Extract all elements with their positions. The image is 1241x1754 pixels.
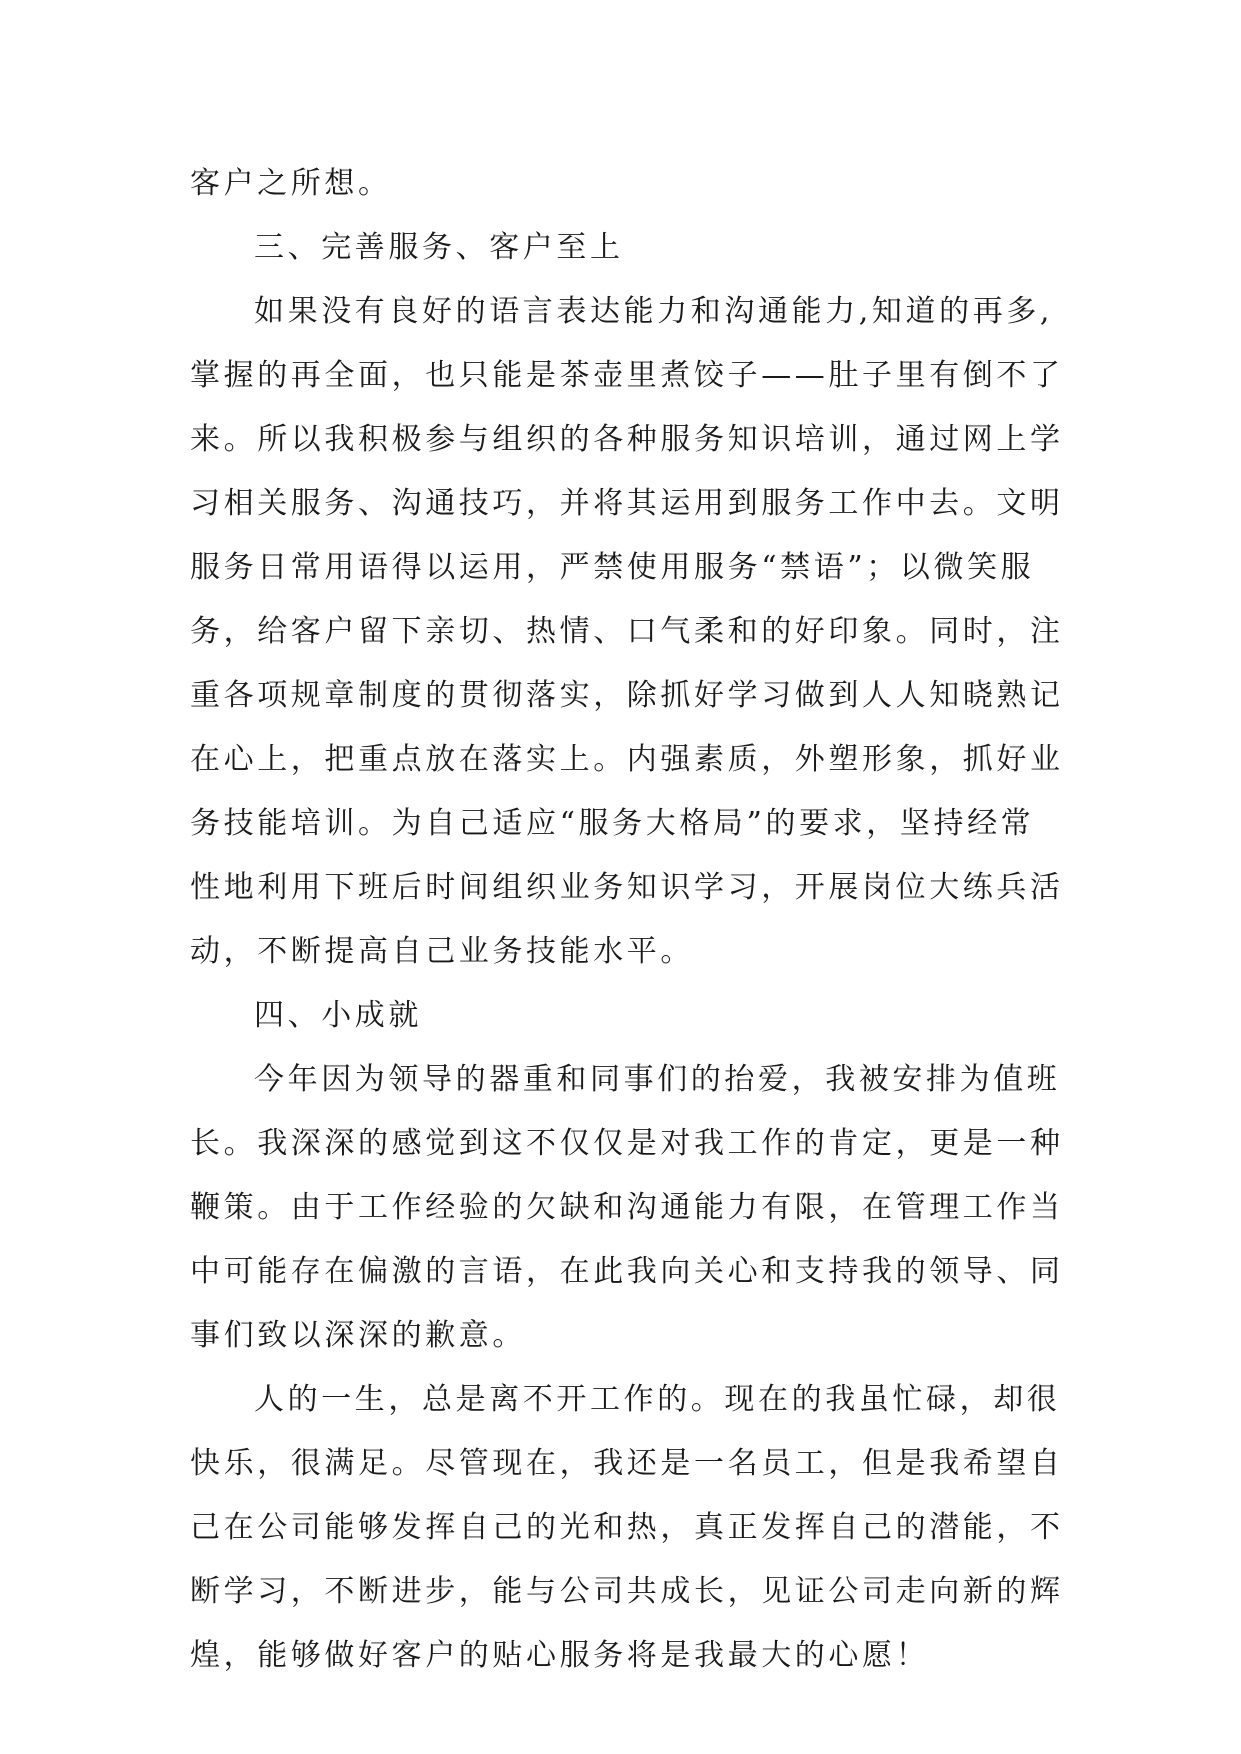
text-line: 断学习，不断进步，能与公司共成长，见证公司走向新的辉 xyxy=(190,1574,1064,1609)
section-heading: 四、小成就 xyxy=(254,998,422,1033)
text-line: 己在公司能够发挥自己的光和热，真正发挥自己的潜能，不 xyxy=(190,1510,1064,1545)
text-line: 重各项规章制度的贯彻落实，除抓好学习做到人人知晓熟记 xyxy=(190,678,1064,713)
text-line: 今年因为领导的器重和同事们的抬爱，我被安排为值班 xyxy=(254,1062,1061,1097)
text-line: 长。我深深的感觉到这不仅仅是对我工作的肯定，更是一种 xyxy=(190,1126,1064,1161)
text-line: 动，不断提高自己业务技能水平。 xyxy=(190,934,694,969)
text-line: 客户之所想。 xyxy=(190,166,392,201)
text-line: 煌，能够做好客户的贴心服务将是我最大的心愿！ xyxy=(190,1638,930,1673)
text-line: 来。所以我积极参与组织的各种服务知识培训，通过网上学 xyxy=(190,422,1064,457)
text-line: 服务日常用语得以运用，严禁使用服务“禁语”；以微笑服 xyxy=(190,550,1035,585)
text-line: 务，给客户留下亲切、热情、口气柔和的好印象。同时，注 xyxy=(190,614,1064,649)
text-line: 务技能培训。为自己适应“服务大格局”的要求，坚持经常 xyxy=(190,806,1035,841)
text-line: 性地利用下班后时间组织业务知识学习，开展岗位大练兵活 xyxy=(190,870,1064,905)
text-line: 鞭策。由于工作经验的欠缺和沟通能力有限，在管理工作当 xyxy=(190,1190,1064,1225)
text-line: 掌握的再全面，也只能是茶壶里煮饺子——肚子里有倒不了 xyxy=(190,358,1064,393)
text-line: 快乐，很满足。尽管现在，我还是一名员工，但是我希望自 xyxy=(190,1446,1064,1481)
text-line: 在心上，把重点放在落实上。内强素质，外塑形象，抓好业 xyxy=(190,742,1064,777)
text-line: 事们致以深深的歉意。 xyxy=(190,1318,526,1353)
document-body xyxy=(190,152,1090,1688)
text-line: 如果没有良好的语言表达能力和沟通能力,知道的再多, xyxy=(254,294,1054,329)
section-heading: 三、完善服务、客户至上 xyxy=(254,230,624,265)
text-line: 习相关服务、沟通技巧，并将其运用到服务工作中去。文明 xyxy=(190,486,1064,521)
text-line: 人的一生，总是离不开工作的。现在的我虽忙碌，却很 xyxy=(254,1382,1061,1417)
text-line: 中可能存在偏激的言语，在此我向关心和支持我的领导、同 xyxy=(190,1254,1064,1289)
